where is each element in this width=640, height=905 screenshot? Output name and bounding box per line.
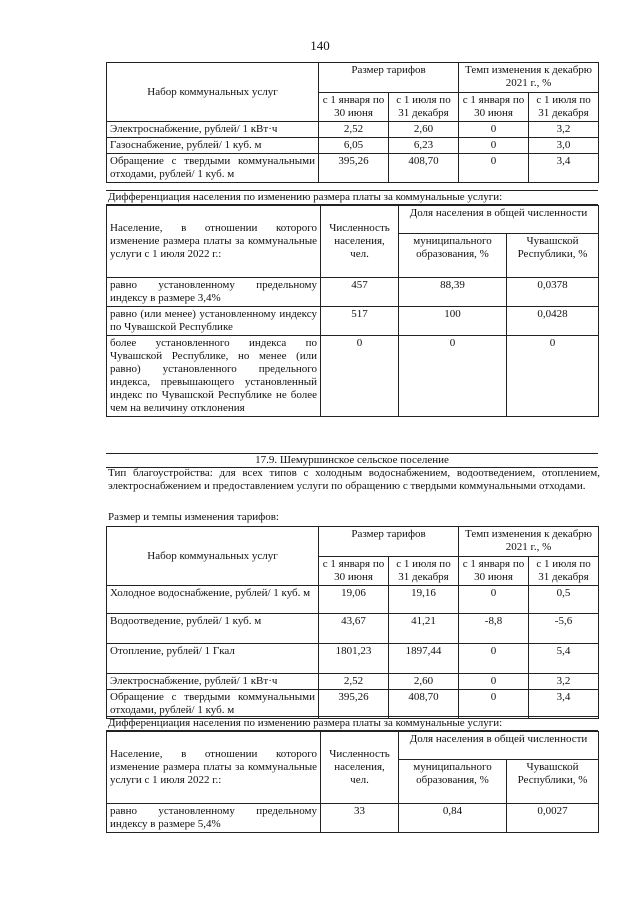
table-cell: 3,4	[529, 154, 599, 183]
table-cell: 2,60	[389, 674, 459, 690]
service-name: Обращение с твердыми коммунальными отходами, рублей/ 1 куб. м	[107, 690, 319, 719]
service-name: Электроснабжение, рублей/ 1 кВт·ч	[107, 122, 319, 138]
service-name: Электроснабжение, рублей/ 1 кВт·ч	[107, 674, 319, 690]
col-header-municipal: муниципального образования, %	[399, 760, 507, 804]
table-cell: 0	[459, 644, 529, 674]
table-cell: 3,2	[529, 674, 599, 690]
differentiation-heading: Дифференциация населения по изменению размера платы за коммунальные услуги:	[106, 716, 598, 731]
table-cell: 2,60	[389, 122, 459, 138]
table-cell: 2,52	[319, 674, 389, 690]
table-cell: 0,0027	[507, 804, 599, 833]
category-name: равно установленному предельному индексу в размере 3,4%	[107, 278, 321, 307]
tariff-table-1	[106, 62, 598, 183]
table-cell: 88,39	[399, 278, 507, 307]
population-table-1	[106, 205, 598, 417]
col-header-jul-dec: с 1 июля по 31 декабря	[529, 93, 599, 122]
table-row	[107, 122, 599, 138]
table-cell: 0	[507, 336, 599, 417]
table-row	[107, 674, 599, 690]
table-cell: 0	[459, 138, 529, 154]
col-header-jan-jun: с 1 января по 30 июня	[319, 557, 389, 586]
category-name: равно установленному предельному индексу в размере 5,4%	[107, 804, 321, 833]
col-header-jul-dec: с 1 июля по 31 декабря	[389, 93, 459, 122]
improvement-type-text: Тип благоустройства: для всех типов с холодным водоснабжением, водоотведением, отоплением, электроснабжением и предоставлением услуги по обращению с твердыми коммунальными отходами.	[108, 467, 600, 492]
category-name: более установленного индекса по Чувашской Республике, но менее (или равно) установленного предельного индекса, превышающего установленный индекс по Чувашской Республике не более чем на величину отклонения	[107, 336, 321, 417]
table-cell: 43,67	[319, 614, 389, 644]
table-cell: 1897,44	[389, 644, 459, 674]
table-cell: 0	[459, 154, 529, 183]
col-header-republic: Чувашской Республики, %	[507, 234, 599, 278]
table-cell: 0	[459, 674, 529, 690]
table-row	[107, 278, 599, 307]
col-header-municipal: муниципального образования, %	[399, 234, 507, 278]
col-header-count: Численность населения, чел.	[321, 206, 399, 278]
table-cell: 0,0378	[507, 278, 599, 307]
table-cell: 408,70	[389, 690, 459, 719]
differentiation-heading: Дифференциация населения по изменению размера платы за коммунальные услуги:	[106, 190, 598, 205]
table-cell: 2,52	[319, 122, 389, 138]
col-header-jul-dec: с 1 июля по 31 декабря	[389, 557, 459, 586]
service-name: Холодное водоснабжение, рублей/ 1 куб. м	[107, 586, 319, 614]
table-cell: -5,6	[529, 614, 599, 644]
table-row	[107, 644, 599, 674]
service-name: Водоотведение, рублей/ 1 куб. м	[107, 614, 319, 644]
col-header-jan-jun: с 1 января по 30 июня	[319, 93, 389, 122]
table-cell: 3,2	[529, 122, 599, 138]
col-header-change-rate: Темп изменения к декабрю 2021 г., %	[459, 527, 599, 557]
col-header-share: Доля населения в общей численности	[399, 732, 599, 760]
section-title: 17.9. Шемуршинское сельское поселение	[106, 453, 598, 468]
table-row	[107, 307, 599, 336]
tariffs-subheading: Размер и темпы изменения тарифов:	[108, 511, 279, 523]
table-cell: 100	[399, 307, 507, 336]
table-cell: 0,0428	[507, 307, 599, 336]
col-header-republic: Чувашской Республики, %	[507, 760, 599, 804]
table-cell: 395,26	[319, 154, 389, 183]
table-cell: 33	[321, 804, 399, 833]
table-cell: 0,5	[529, 586, 599, 614]
table-cell: 41,21	[389, 614, 459, 644]
table-cell: 457	[321, 278, 399, 307]
col-header-count: Численность населения, чел.	[321, 732, 399, 804]
population-table-2	[106, 731, 598, 833]
col-header-population: Население, в отношении которого изменение размера платы за коммунальные услуги с 1 июля 2022 г.:	[107, 732, 321, 804]
table-cell: 517	[321, 307, 399, 336]
table-row	[107, 614, 599, 644]
table-row	[107, 154, 599, 183]
table-cell: 0,84	[399, 804, 507, 833]
table-cell: 0	[459, 690, 529, 719]
col-header-population: Население, в отношении которого изменение размера платы за коммунальные услуги с 1 июля 2022 г.:	[107, 206, 321, 278]
table-cell: 1801,23	[319, 644, 389, 674]
col-header-services: Набор коммунальных услуг	[107, 527, 319, 586]
col-header-change-rate: Темп изменения к декабрю 2021 г., %	[459, 63, 599, 93]
page-number: 140	[310, 38, 330, 53]
table-cell: 6,05	[319, 138, 389, 154]
category-name: равно (или менее) установленному индексу по Чувашской Республике	[107, 307, 321, 336]
table-row	[107, 690, 599, 719]
col-header-share: Доля населения в общей численности	[399, 206, 599, 234]
table-row	[107, 804, 599, 833]
col-header-services: Набор коммунальных услуг	[107, 63, 319, 122]
table-cell: 3,0	[529, 138, 599, 154]
table-cell: 0	[459, 586, 529, 614]
table-cell: 0	[321, 336, 399, 417]
table-cell: 0	[459, 122, 529, 138]
col-header-jan-jun: с 1 января по 30 июня	[459, 93, 529, 122]
col-header-tariff-size: Размер тарифов	[319, 527, 459, 557]
table-row	[107, 138, 599, 154]
table-cell: 0	[399, 336, 507, 417]
table-cell: 3,4	[529, 690, 599, 719]
table-cell: 19,16	[389, 586, 459, 614]
table-cell: -8,8	[459, 614, 529, 644]
table-row	[107, 586, 599, 614]
table-cell: 5,4	[529, 644, 599, 674]
col-header-jan-jun: с 1 января по 30 июня	[459, 557, 529, 586]
col-header-jul-dec: с 1 июля по 31 декабря	[529, 557, 599, 586]
service-name: Газоснабжение, рублей/ 1 куб. м	[107, 138, 319, 154]
table-cell: 408,70	[389, 154, 459, 183]
col-header-tariff-size: Размер тарифов	[319, 63, 459, 93]
table-cell: 19,06	[319, 586, 389, 614]
service-name: Обращение с твердыми коммунальными отходами, рублей/ 1 куб. м	[107, 154, 319, 183]
table-cell: 6,23	[389, 138, 459, 154]
table-cell: 395,26	[319, 690, 389, 719]
tariff-table-2	[106, 526, 598, 719]
service-name: Отопление, рублей/ 1 Гкал	[107, 644, 319, 674]
table-row	[107, 336, 599, 417]
